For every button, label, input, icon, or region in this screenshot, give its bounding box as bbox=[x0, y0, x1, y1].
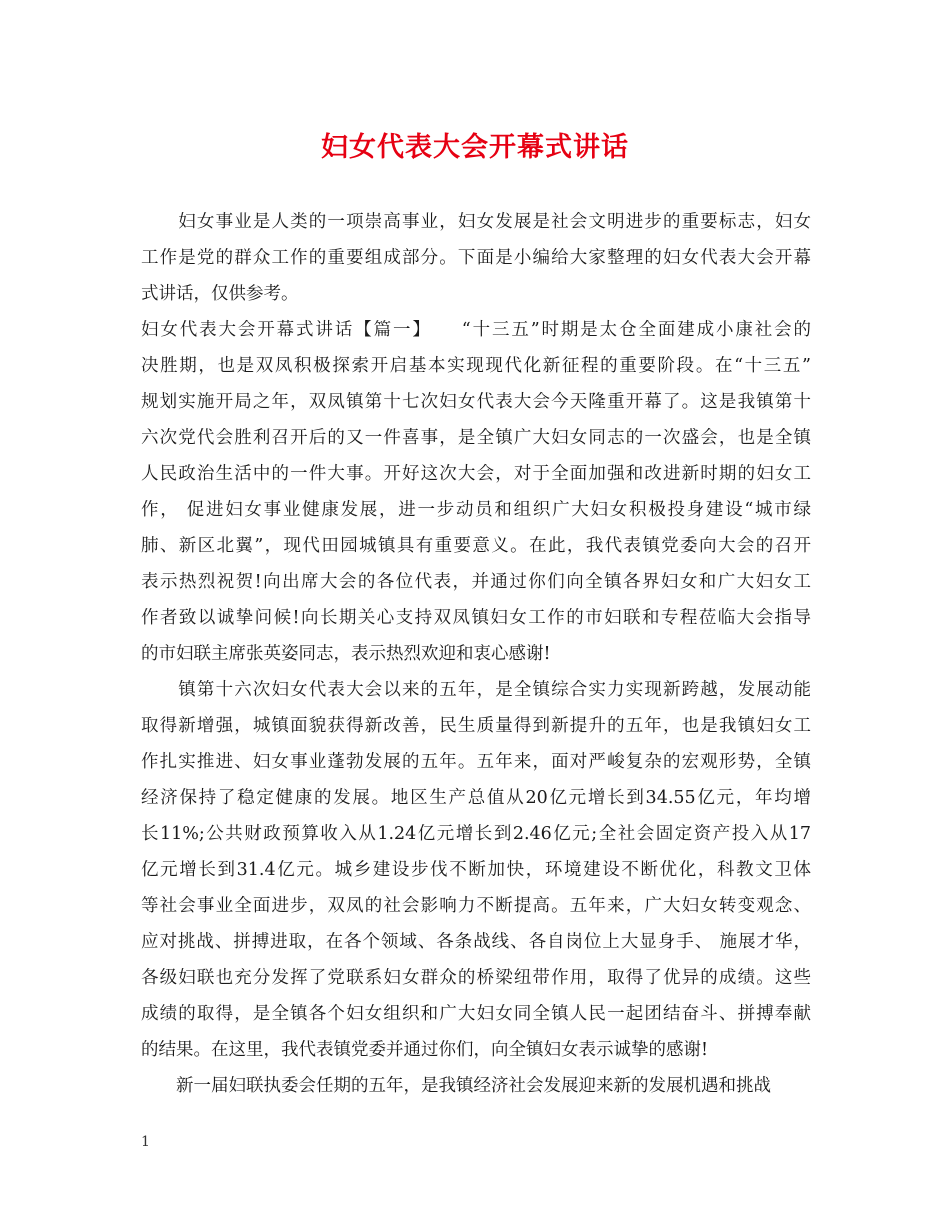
text-line: 妇女事业是人类的一项崇高事业，妇女发展是社会文明进步的重要标志，妇女 bbox=[141, 212, 811, 232]
page-number: 1 bbox=[141, 1134, 150, 1150]
text-line: 经济保持了稳定健康的发展。地区生产总值从20亿元增长到34.55亿元，年均增 bbox=[141, 788, 811, 808]
text-line: 式讲话，仅供参考。 bbox=[141, 284, 299, 304]
text-line: 人民政治生活中的一件大事。开好这次大会，对于全面加强和改进新时期的妇女工 bbox=[141, 464, 811, 484]
text-line: 作者致以诚挚问候!向长期关心支持双凤镇妇女工作的市妇联和专程莅临大会指导 bbox=[141, 608, 811, 628]
text-line: 新一届妇联执委会任期的五年，是我镇经济社会发展迎来新的发展机遇和挑战 bbox=[141, 1076, 771, 1096]
text-line: 镇第十六次妇女代表大会以来的五年，是全镇综合实力实现新跨越，发展动能 bbox=[141, 680, 811, 700]
text-line: 表示热烈祝贺!向出席大会的各位代表，并通过你们向全镇各界妇女和广大妇女工 bbox=[141, 572, 811, 592]
text-line: 成绩的取得，是全镇各个妇女组织和广大妇女同全镇人民一起团结奋斗、拼搏奉献 bbox=[141, 1004, 811, 1024]
document-title: 妇女代表大会开幕式讲话 bbox=[321, 132, 629, 163]
text-line: 的市妇联主席张英姿同志，表示热烈欢迎和衷心感谢! bbox=[141, 644, 551, 664]
text-line: 六次党代会胜利召开后的又一件喜事，是全镇广大妇女同志的一次盛会，也是全镇 bbox=[141, 428, 811, 448]
text-line: 各级妇联也充分发挥了党联系妇女群众的桥梁纽带作用，取得了优异的成绩。这些 bbox=[141, 968, 811, 988]
text-line: 应对挑战、拼搏进取，在各个领域、各条战线、各自岗位上大显身手、 施展才华， bbox=[141, 932, 811, 952]
text-line: 规划实施开局之年，双凤镇第十七次妇女代表大会今天隆重开幕了。这是我镇第十 bbox=[141, 392, 811, 412]
text-line: 的结果。在这里，我代表镇党委并通过你们，向全镇妇女表示诚挚的感谢! bbox=[141, 1040, 709, 1060]
text-line: 长11%;公共财政预算收入从1.24亿元增长到2.46亿元;全社会固定资产投入从17 bbox=[141, 824, 811, 844]
text-line: 妇女代表大会开幕式讲话【篇一】 “十三五”时期是太仓全面建成小康社会的 bbox=[141, 320, 811, 340]
text-line: 等社会事业全面进步，双凤的社会影响力不断提高。五年来，广大妇女转变观念、 bbox=[141, 896, 811, 916]
text-line: 作， 促进妇女事业健康发展，进一步动员和组织广大妇女积极投身建设“城市绿 bbox=[141, 500, 811, 520]
text-line: 取得新增强，城镇面貌获得新改善，民生质量得到新提升的五年，也是我镇妇女工 bbox=[141, 716, 811, 736]
text-line: 决胜期，也是双凤积极探索开启基本实现现代化新征程的重要阶段。在“十三五” bbox=[141, 356, 811, 376]
text-line: 亿元增长到31.4亿元。城乡建设步伐不断加快，环境建设不断优化，科教文卫体 bbox=[141, 860, 811, 880]
document-body bbox=[141, 204, 811, 1104]
text-line: 工作是党的群众工作的重要组成部分。下面是小编给大家整理的妇女代表大会开幕 bbox=[141, 248, 811, 268]
text-line: 作扎实推进、妇女事业蓬勃发展的五年。五年来，面对严峻复杂的宏观形势，全镇 bbox=[141, 752, 811, 772]
text-line: 肺、新区北翼”，现代田园城镇具有重要意义。在此，我代表镇党委向大会的召开 bbox=[141, 536, 811, 556]
